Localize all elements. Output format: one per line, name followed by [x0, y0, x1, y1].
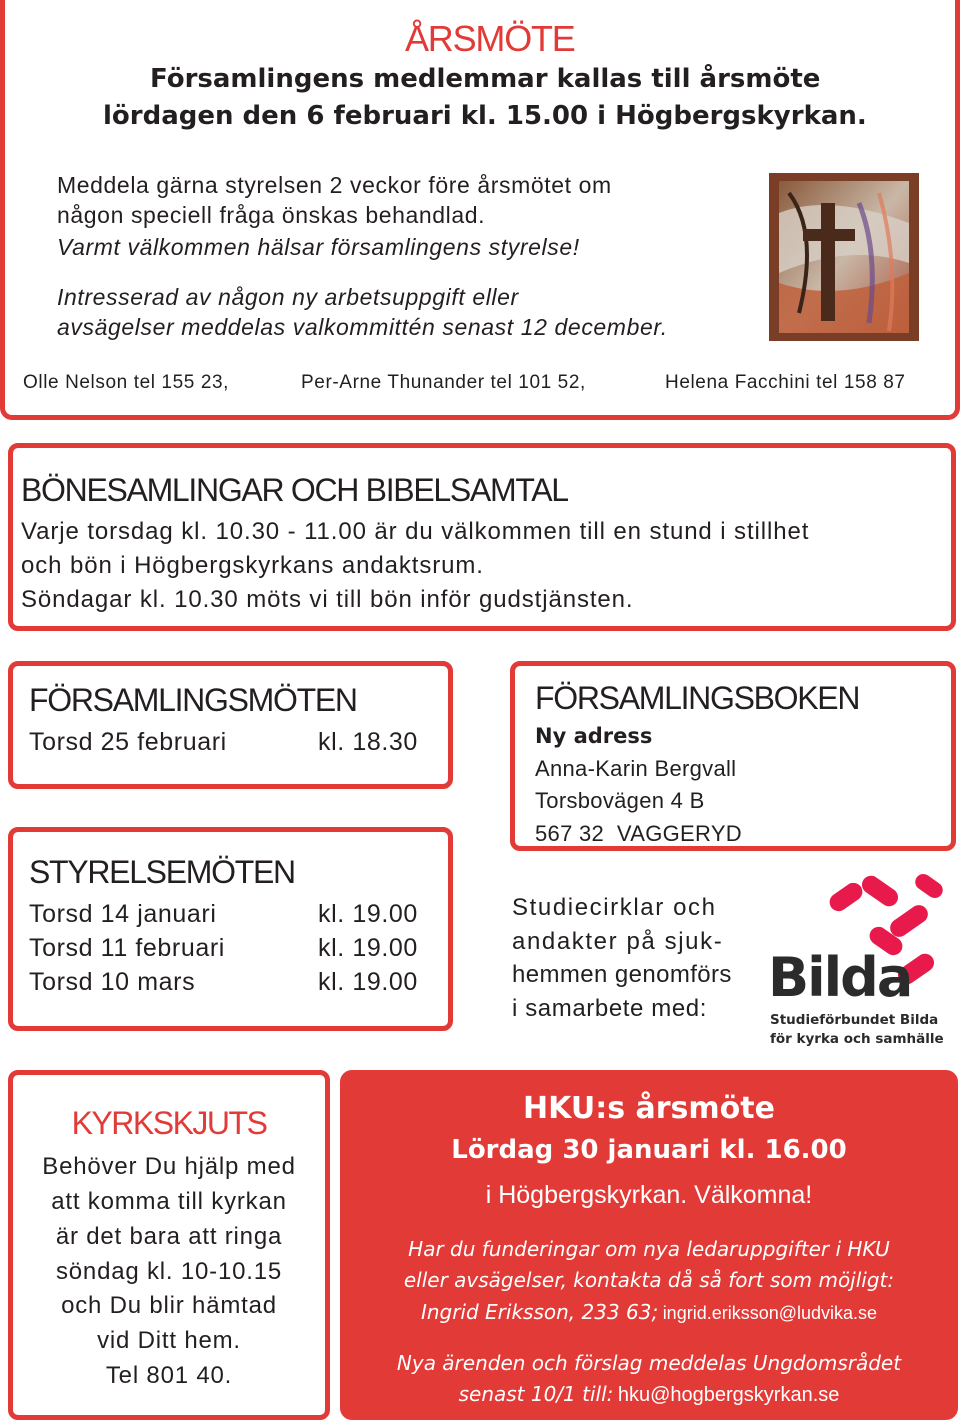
kyrkskjuts-line-5: och Du blir hämtad — [61, 1292, 277, 1319]
contact-1: Olle Nelson tel 155 23, — [23, 372, 230, 393]
hku-email-1[interactable]: ingrid.eriksson@ludvika.se — [662, 1303, 878, 1323]
kyrkskjuts-box — [8, 1070, 330, 1420]
bonesamlingar-line-1: Varje torsdag kl. 10.30 - 11.00 är du välkommen till en stund i stillhet — [21, 518, 810, 545]
styrelsemoten-time-3: kl. 19.00 — [318, 968, 418, 996]
hku-date: Lördag 30 januari kl. 16.00 — [451, 1135, 847, 1165]
styrelsemoten-box — [8, 827, 453, 1031]
bilda-tagline-2: för kyrka och samhälle — [770, 1031, 944, 1047]
kyrkskjuts-title: KYRKSKJUTS — [71, 1105, 267, 1141]
styrelsemoten-time-2: kl. 19.00 — [318, 934, 418, 962]
studie-line-4: i samarbete med: — [512, 995, 708, 1022]
hku-question-1: Har du funderingar om nya ledaruppgifter i HKU — [408, 1237, 890, 1261]
studie-line-2: andakter på sjuk- — [512, 928, 724, 955]
forsamlingsboken-name: Anna-Karin Bergvall — [535, 756, 737, 781]
bonesamlingar-title: BÖNESAMLINGAR OCH BIBELSAMTAL — [21, 472, 568, 508]
forsamlingsboken-title: FÖRSAMLINGSBOKEN — [535, 680, 860, 716]
hku-contact-name: Ingrid Eriksson, 233 63; — [420, 1300, 659, 1324]
styrelsemoten-date-2: Torsd 11 februari — [29, 934, 225, 962]
bilda-logo-word: Bilda — [768, 946, 912, 1009]
arsmote-text-3: Varmt välkommen hälsar församlingens styrelse! — [57, 234, 580, 260]
hku-email-2[interactable]: hku@hogbergskyrkan.se — [617, 1384, 840, 1406]
arsmote-text-1: Meddela gärna styrelsen 2 veckor före årsmötet om — [57, 172, 612, 198]
hku-contact-line — [345, 1300, 953, 1324]
forsamlingsmoten-title: FÖRSAMLINGSMÖTEN — [29, 682, 357, 718]
bilda-logo — [768, 868, 948, 1052]
arsmote-line-2: lördagen den 6 februari kl. 15.00 i Högbergskyrkan. — [103, 101, 867, 131]
arsmote-text-4: Intresserad av någon ny arbetsuppgift eller — [57, 284, 519, 310]
studie-line-1: Studiecirklar och — [512, 894, 717, 921]
hku-note-line-2 — [345, 1382, 953, 1407]
kyrkskjuts-line-6: vid Ditt hem. — [97, 1327, 241, 1354]
hku-question-2: eller avsägelser, kontakta då så fort som möjligt: — [403, 1268, 895, 1292]
cross-artwork-image — [769, 173, 919, 341]
forsamlingsboken-subtitle: Ny adress — [535, 724, 653, 748]
studie-line-3: hemmen genomförs — [512, 961, 732, 988]
styrelsemoten-time-1: kl. 19.00 — [318, 900, 418, 928]
arsmote-box — [0, 0, 960, 420]
hku-box — [340, 1070, 958, 1420]
arsmote-text-2: någon speciell fråga önskas behandlad. — [57, 202, 486, 228]
kyrkskjuts-line-1: Behöver Du hjälp med — [42, 1153, 296, 1180]
styrelsemoten-date-3: Torsd 10 mars — [29, 968, 196, 996]
hku-title: HKU:s årsmöte — [523, 1091, 775, 1126]
forsamlingsboken-street: Torsbovägen 4 B — [535, 788, 705, 813]
styrelsemoten-title: STYRELSEMÖTEN — [29, 854, 295, 890]
contact-2: Per-Arne Thunander tel 101 52, — [301, 372, 586, 393]
kyrkskjuts-line-3: är det bara att ringa — [55, 1223, 283, 1250]
contact-3: Helena Facchini tel 158 87 — [665, 372, 906, 393]
forsamlingsboken-box — [510, 661, 956, 851]
hku-note-2: senast 10/1 till: — [458, 1382, 614, 1406]
kyrkskjuts-line-2: att komma till kyrkan — [51, 1188, 287, 1215]
forsamlingsboken-city: 567 32 VAGGERYD — [535, 821, 742, 846]
styrelsemoten-date-1: Torsd 14 januari — [29, 900, 217, 928]
bonesamlingar-line-3: Söndagar kl. 10.30 möts vi till bön inför gudstjänsten. — [21, 586, 634, 613]
hku-place: i Högbergskyrkan. Välkomna! — [485, 1181, 813, 1209]
bonesamlingar-line-2: och bön i Högbergskyrkans andaktsrum. — [21, 552, 484, 579]
forsamlingsmoten-time: kl. 18.30 — [318, 728, 418, 756]
bilda-tagline-1: Studieförbundet Bilda — [770, 1012, 939, 1028]
kyrkskjuts-line-7: Tel 801 40. — [105, 1362, 233, 1389]
bonesamlingar-box — [8, 443, 956, 631]
hku-note-1: Nya ärenden och förslag meddelas Ungdomsrådet — [396, 1351, 902, 1375]
forsamlingsmoten-date: Torsd 25 februari — [29, 728, 227, 756]
forsamlingsmoten-box — [8, 661, 453, 789]
kyrkskjuts-line-4: söndag kl. 10-10.15 — [55, 1258, 283, 1285]
arsmote-title: ÅRSMÖTE — [405, 18, 575, 59]
arsmote-line-1: Församlingens medlemmar kallas till årsmöte — [150, 64, 821, 94]
arsmote-text-5: avsägelser meddelas valkommittén senast 12 december. — [57, 314, 668, 340]
